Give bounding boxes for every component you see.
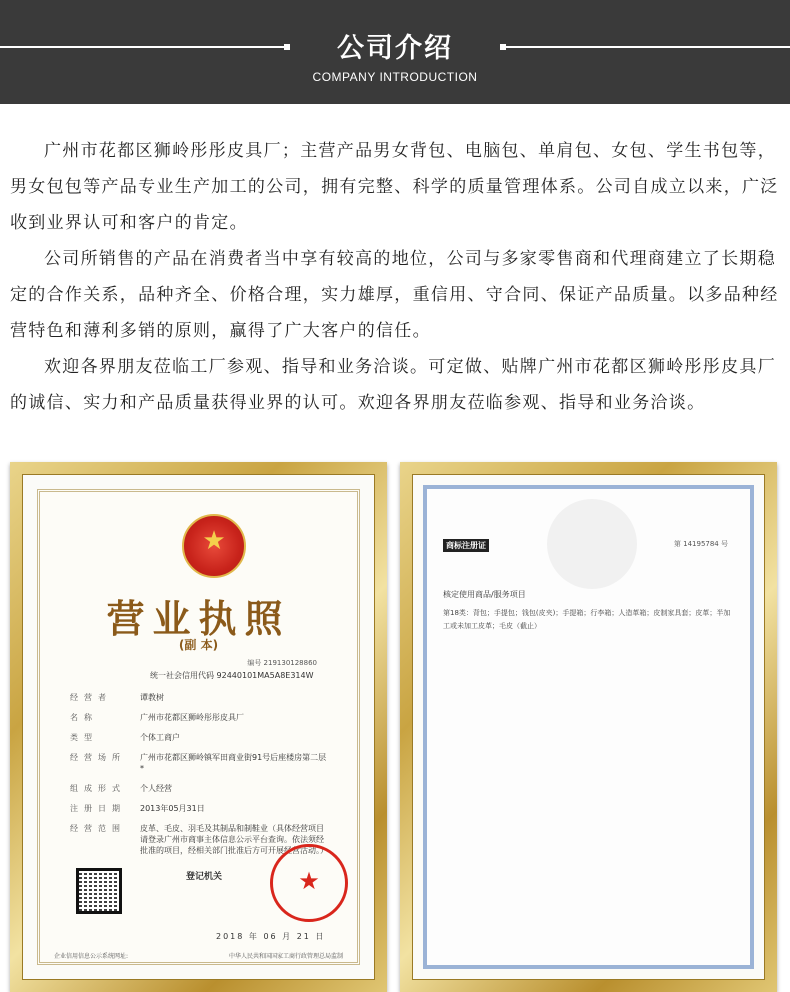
registration-authority: 登记机关 [186, 872, 223, 882]
qr-code [76, 868, 122, 914]
issue-date: 2018 年 06 月 21 日 [216, 932, 326, 941]
field-value: 谭教树 [140, 693, 164, 702]
national-emblem-icon: ★ [182, 514, 246, 578]
official-seal-icon: ★ [270, 844, 348, 922]
license-number: 编号 219130128860 [247, 659, 317, 667]
field-value: 广州市花都区狮岭彤彤皮具厂 [140, 713, 244, 722]
trademark-frame [400, 462, 777, 992]
intro-paragraph: 公司所销售的产品在消费者当中享有较高的地位，公司与多家零售商和代理商建立了长期稳定的合作关系，品种齐全、价格合理，实力雄厚，重信用、守合同、保证产品质量。以多品种经营特色和薄利多销的原则，赢得了广大客户的信任。 [10, 249, 779, 341]
intro-paragraph: 欢迎各界朋友莅临工厂参观、指导和业务洽谈。可定做、贴牌广州市花都区狮岭彤彤皮具厂的诚信、实力和产品质量获得业界的认可。欢迎各界朋友莅临参观、指导和业务洽谈。 [10, 357, 776, 413]
field-value: 个体工商户 [140, 733, 180, 742]
trademark-head: 商标注册证 [443, 539, 489, 552]
company-intro [10, 133, 785, 421]
field-value: 广州市花都区狮岭镇军田商业街91号后座楼房第二层* [140, 753, 327, 773]
footer-left: 企业信用信息公示系统网址: [54, 953, 129, 960]
business-license-frame [10, 462, 387, 992]
field-label: 组成形式 [70, 784, 126, 793]
field-value: 2013年05月31日 [140, 804, 205, 813]
trademark-certificate [423, 485, 754, 969]
license-title: 营业执照 [106, 596, 291, 641]
field-label: 经营范围 [70, 824, 126, 833]
license-row [70, 783, 327, 794]
field-label: 名称 [70, 713, 98, 722]
business-license [37, 489, 360, 965]
field-label: 经营者 [70, 693, 112, 702]
license-footer [54, 951, 343, 960]
license-row [70, 692, 327, 703]
license-fields [70, 692, 327, 865]
page-subtitle: COMPANY INTRODUCTION [312, 70, 478, 84]
page-title: 公司介绍 [337, 33, 453, 64]
license-row [70, 712, 327, 723]
field-label: 经营场所 [70, 753, 126, 762]
field-label: 注册日期 [70, 804, 126, 813]
field-value: 个人经营 [140, 784, 172, 793]
license-row [70, 732, 327, 743]
license-row [70, 803, 327, 814]
intro-paragraph: 广州市花都区狮岭彤彤皮具厂；主营产品男女背包、电脑包、单肩包、女包、学生书包等，男女包包等产品专业生产加工的公司，拥有完整、科学的质量管理体系。公司自成立以来，广泛收到业界认可和客户的肯定。 [10, 141, 779, 233]
trademark-label: 核定使用商品/服务项目 [443, 590, 526, 599]
footer-right: 中华人民共和国国家工商行政管理总局监制 [228, 953, 343, 960]
section-header [0, 0, 790, 104]
credit-code: 统一社会信用代码 92440101MA5A8E314W [150, 671, 314, 680]
trademark-number: 第 14195784 号 [673, 540, 728, 548]
license-row [70, 752, 327, 774]
field-value: 皮革、毛皮、羽毛及其制品和制鞋业（具体经营项目请登录广州市商事主体信息公示平台查询。依法须经批准的项目，经相关部门批准后方可开展经营活动。） [140, 824, 328, 855]
field-label: 类型 [70, 733, 98, 742]
license-subtitle: (副 本) [178, 638, 219, 652]
trademark-text: 第18类：背包；手提包；钱包(皮夹)；手提箱；行李箱；人造革箱；皮制家具套；皮革；半加工或未加工皮革；毛皮（截止） [443, 609, 731, 630]
emblem-watermark-icon [547, 499, 637, 589]
